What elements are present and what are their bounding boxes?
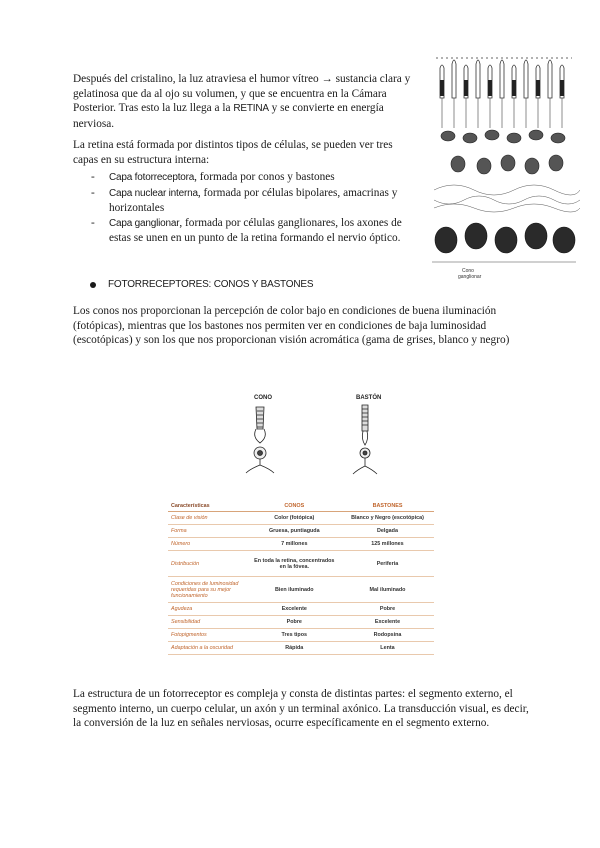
bullet-icon	[90, 282, 96, 288]
intro-paragraph	[73, 72, 413, 131]
intro-text-c: y se convierte en energía nerviosa.	[73, 102, 384, 130]
column-header: BASTONES	[341, 500, 434, 512]
table-row: Condiciones de luminosidad requeridas para su mejor funcionamiento Bien iluminado Mal iluminado	[168, 577, 434, 603]
layer-term: Capa ganglionar	[109, 217, 180, 229]
section-heading-text: FOTORRECEPTORES: CONOS Y BASTONES	[108, 279, 314, 290]
table-row: Agudeza Excelente Pobre	[168, 603, 434, 616]
layer-term: Capa fotorreceptora	[109, 172, 195, 183]
list-item: - Capa nuclear interna, formada por células bipolares, amacrinas y horizontales	[91, 186, 398, 215]
list-item: - Capa ganglionar, formada por células ganglionares, los axones de estas se unen en un punto de la retina formando el nervio óptico.	[91, 216, 402, 245]
table-row: Fotopigmentos Tres tipos Rodopsina	[168, 629, 434, 642]
table-row: Clase de visión Color (fotópica) Blanco y Negro (escotópica)	[168, 512, 434, 525]
list-item: - Capa fotorreceptora, formada por conos y bastones	[91, 171, 335, 183]
layer-desc: , formada por conos y bastones	[194, 171, 335, 183]
comparison-table	[168, 500, 434, 655]
retina-caption: ganglionar	[458, 274, 482, 280]
table-row: Distribución En toda la retina, concentrados en la fóvea. Periferia	[168, 551, 434, 577]
retina-term: RETINA	[233, 103, 269, 115]
rod-label: BASTÓN	[356, 395, 382, 401]
cone-rod-figure	[168, 393, 434, 483]
column-header: Características	[168, 500, 248, 512]
column-header: CONOS	[248, 500, 341, 512]
table-row: Adaptación a la oscuridad Rápida Lenta	[168, 642, 434, 655]
photoreceptors-paragraph: Los conos nos proporcionan la percepción de color bajo en condiciones de buena iluminación (fotópicas), mientras que los bastones nos permiten ver en condiciones de baja luminosidad (escotópicas) y son los que nos proporcionan visión acromática (gama de grises, blanco y negro)	[73, 305, 510, 347]
layer-term: Capa nuclear interna	[109, 187, 198, 199]
retina-layers-illustration	[428, 40, 580, 280]
retina-caption: Cono	[462, 268, 474, 274]
table-header-row	[168, 500, 434, 512]
table-row: Número 7 millones 125 millones	[168, 538, 434, 551]
table-row: Forma Gruesa, puntiaguda Delgada	[168, 525, 434, 538]
layer-desc: , formada por células ganglionares, los axones de estas se unen en un punto de la retina formando el nervio óptico.	[109, 216, 402, 245]
structure-paragraph: La estructura de un fotorreceptor es compleja y consta de distintas partes: el segmento externo, el segmento interno, un cuerpo celular, un axón y un terminal axónico. La transducción visual, es decir, la conversión de la luz en señales nerviosas, ocurre específicamente en el segmento externo.	[73, 688, 529, 730]
table-row: Sensibilidad Pobre Excelente	[168, 616, 434, 629]
photoreceptor-drawings	[168, 393, 434, 483]
intro-text-a: Después del cristalino, la luz atraviesa el humor vítreo → sustancia clara y gelatinosa que da al ojo su volumen, y que se encuentra en la Cámara Posterior. Tras esto la luz llega a la	[73, 73, 411, 115]
cone-label: CONO	[254, 395, 272, 401]
layers-intro: La retina está formada por distintos tipos de células, se pueden ver tres capas en su estructura interna:	[73, 139, 393, 166]
layer-desc: , formada por células bipolares, amacrinas y horizontales	[109, 186, 398, 215]
layers-list	[73, 170, 418, 246]
